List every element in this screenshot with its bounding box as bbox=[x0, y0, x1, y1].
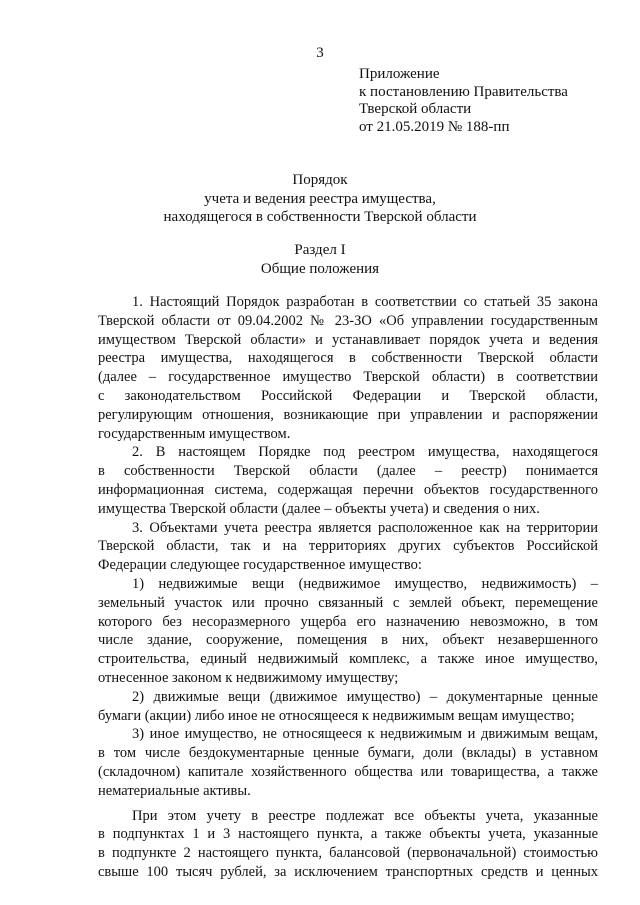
appendix-line: Тверской области bbox=[359, 101, 472, 117]
paragraph-line: 1. Настоящий Порядок разработан в соответствии со статьей 35 закона bbox=[132, 294, 598, 310]
paragraph-line: (далее – государственное имущество Тверской области) в соответствии bbox=[98, 369, 598, 386]
paragraph-line: Тверской области от 09.04.2002 № 23-ЗО «Об управлении государственным bbox=[98, 312, 598, 329]
paragraph-p3-1 bbox=[98, 575, 598, 688]
paragraph-line: строительства, единый недвижимый комплекс, а также иное имущество, bbox=[98, 651, 598, 668]
paragraph-line: 3) иное имущество, не относящееся к недвижимым и движимым вещам, bbox=[132, 726, 598, 743]
section-number: Раздел I bbox=[294, 242, 346, 258]
paragraph-line: 1) недвижимые вещи (недвижимое имущество, недвижимость) – bbox=[132, 575, 598, 592]
paragraph-line: свыше 100 тысяч рублей, за исключением транспортных средств и ценных bbox=[98, 863, 598, 880]
paragraph-p1 bbox=[98, 293, 598, 443]
title-line: находящегося в собственности Тверской области bbox=[163, 209, 477, 225]
page-number: 3 bbox=[316, 45, 324, 61]
paragraph-line: земельный участок или прочно связанный с землей объект, перемещение bbox=[98, 594, 598, 611]
paragraph-line: имущества Тверской области (далее – объекты учета) и сведения о них. bbox=[98, 500, 540, 517]
title-line: Порядок bbox=[292, 172, 348, 188]
section-name: Общие положения bbox=[260, 260, 380, 277]
paragraph-line: Федерации следующее государственное имущество: bbox=[98, 557, 422, 574]
document-title bbox=[0, 171, 640, 227]
paragraph-line: в подпунктах 1 и 3 настоящего пункта, а также объекты учета, указанные bbox=[98, 826, 598, 843]
appendix-line: Приложение bbox=[359, 66, 440, 82]
paragraph-line: которого без несоразмерного ущерба его назначению невозможно, в том bbox=[98, 613, 598, 630]
paragraph-line: (складочном) капитале хозяйственного общества или товарищества, а также bbox=[98, 763, 598, 780]
paragraph-line: 2) движимые вещи (движимое имущество) – документарные ценные bbox=[132, 688, 598, 705]
paragraph-line: Тверской области, так и на территориях других субъектов Российской bbox=[98, 538, 598, 555]
paragraph-p2 bbox=[98, 443, 598, 518]
title-line: учета и ведения реестра имущества, bbox=[204, 190, 436, 207]
appendix-line: к постановлению Правительства bbox=[359, 83, 568, 100]
paragraph-line: отнесенное законом к недвижимому имуществу; bbox=[98, 669, 399, 686]
paragraph-line: реестра имущества, находящегося в собственности Тверской области bbox=[98, 350, 598, 367]
appendix-header bbox=[359, 66, 568, 136]
paragraph-line: имуществом Тверской области» и устанавливает порядок учета и ведения bbox=[98, 331, 598, 348]
document-body bbox=[98, 293, 598, 882]
paragraph-line: При этом учету в реестре подлежат все объекты учета, указанные bbox=[132, 807, 598, 824]
paragraph-line: в том числе бездокументарные ценные бумаги, доли (вклады) в уставном bbox=[98, 745, 598, 762]
paragraph-line: нематериальные активы. bbox=[98, 782, 251, 799]
paragraph-line: бумаги (акции) либо иное не относящееся к недвижимым вещам имущество; bbox=[98, 707, 575, 724]
appendix-line: от 21.05.2019 № 188-пп bbox=[359, 118, 510, 135]
paragraph-p3 bbox=[98, 519, 598, 575]
paragraph-line: регулирующим отношения, возникающие при управлении и распоряжении bbox=[98, 406, 598, 423]
paragraph-line: 3. Объектами учета реестра является расположенное как на территории bbox=[132, 519, 598, 536]
paragraph-line: 2. В настоящем Порядке под реестром имущества, находящегося bbox=[132, 444, 598, 461]
section-heading bbox=[0, 241, 640, 278]
paragraph-p3-3 bbox=[98, 725, 598, 800]
paragraph-line: числе здание, сооружение, помещения в них, объект незавершенного bbox=[98, 632, 598, 649]
paragraph-line: в подпункте 2 настоящего пункта, балансовой (первоначальной) стоимостью bbox=[98, 845, 598, 862]
paragraph-line: информационная система, содержащая перечни объектов государственного bbox=[98, 481, 598, 498]
paragraph-line: с законодательством Российской Федерации и Тверской области, bbox=[98, 387, 598, 404]
paragraph-p4 bbox=[98, 807, 598, 882]
paragraph-p3-2 bbox=[98, 688, 598, 726]
paragraph-line: в собственности Тверской области (далее – реестр) понимается bbox=[98, 463, 598, 480]
paragraph-line: государственным имуществом. bbox=[98, 425, 291, 442]
